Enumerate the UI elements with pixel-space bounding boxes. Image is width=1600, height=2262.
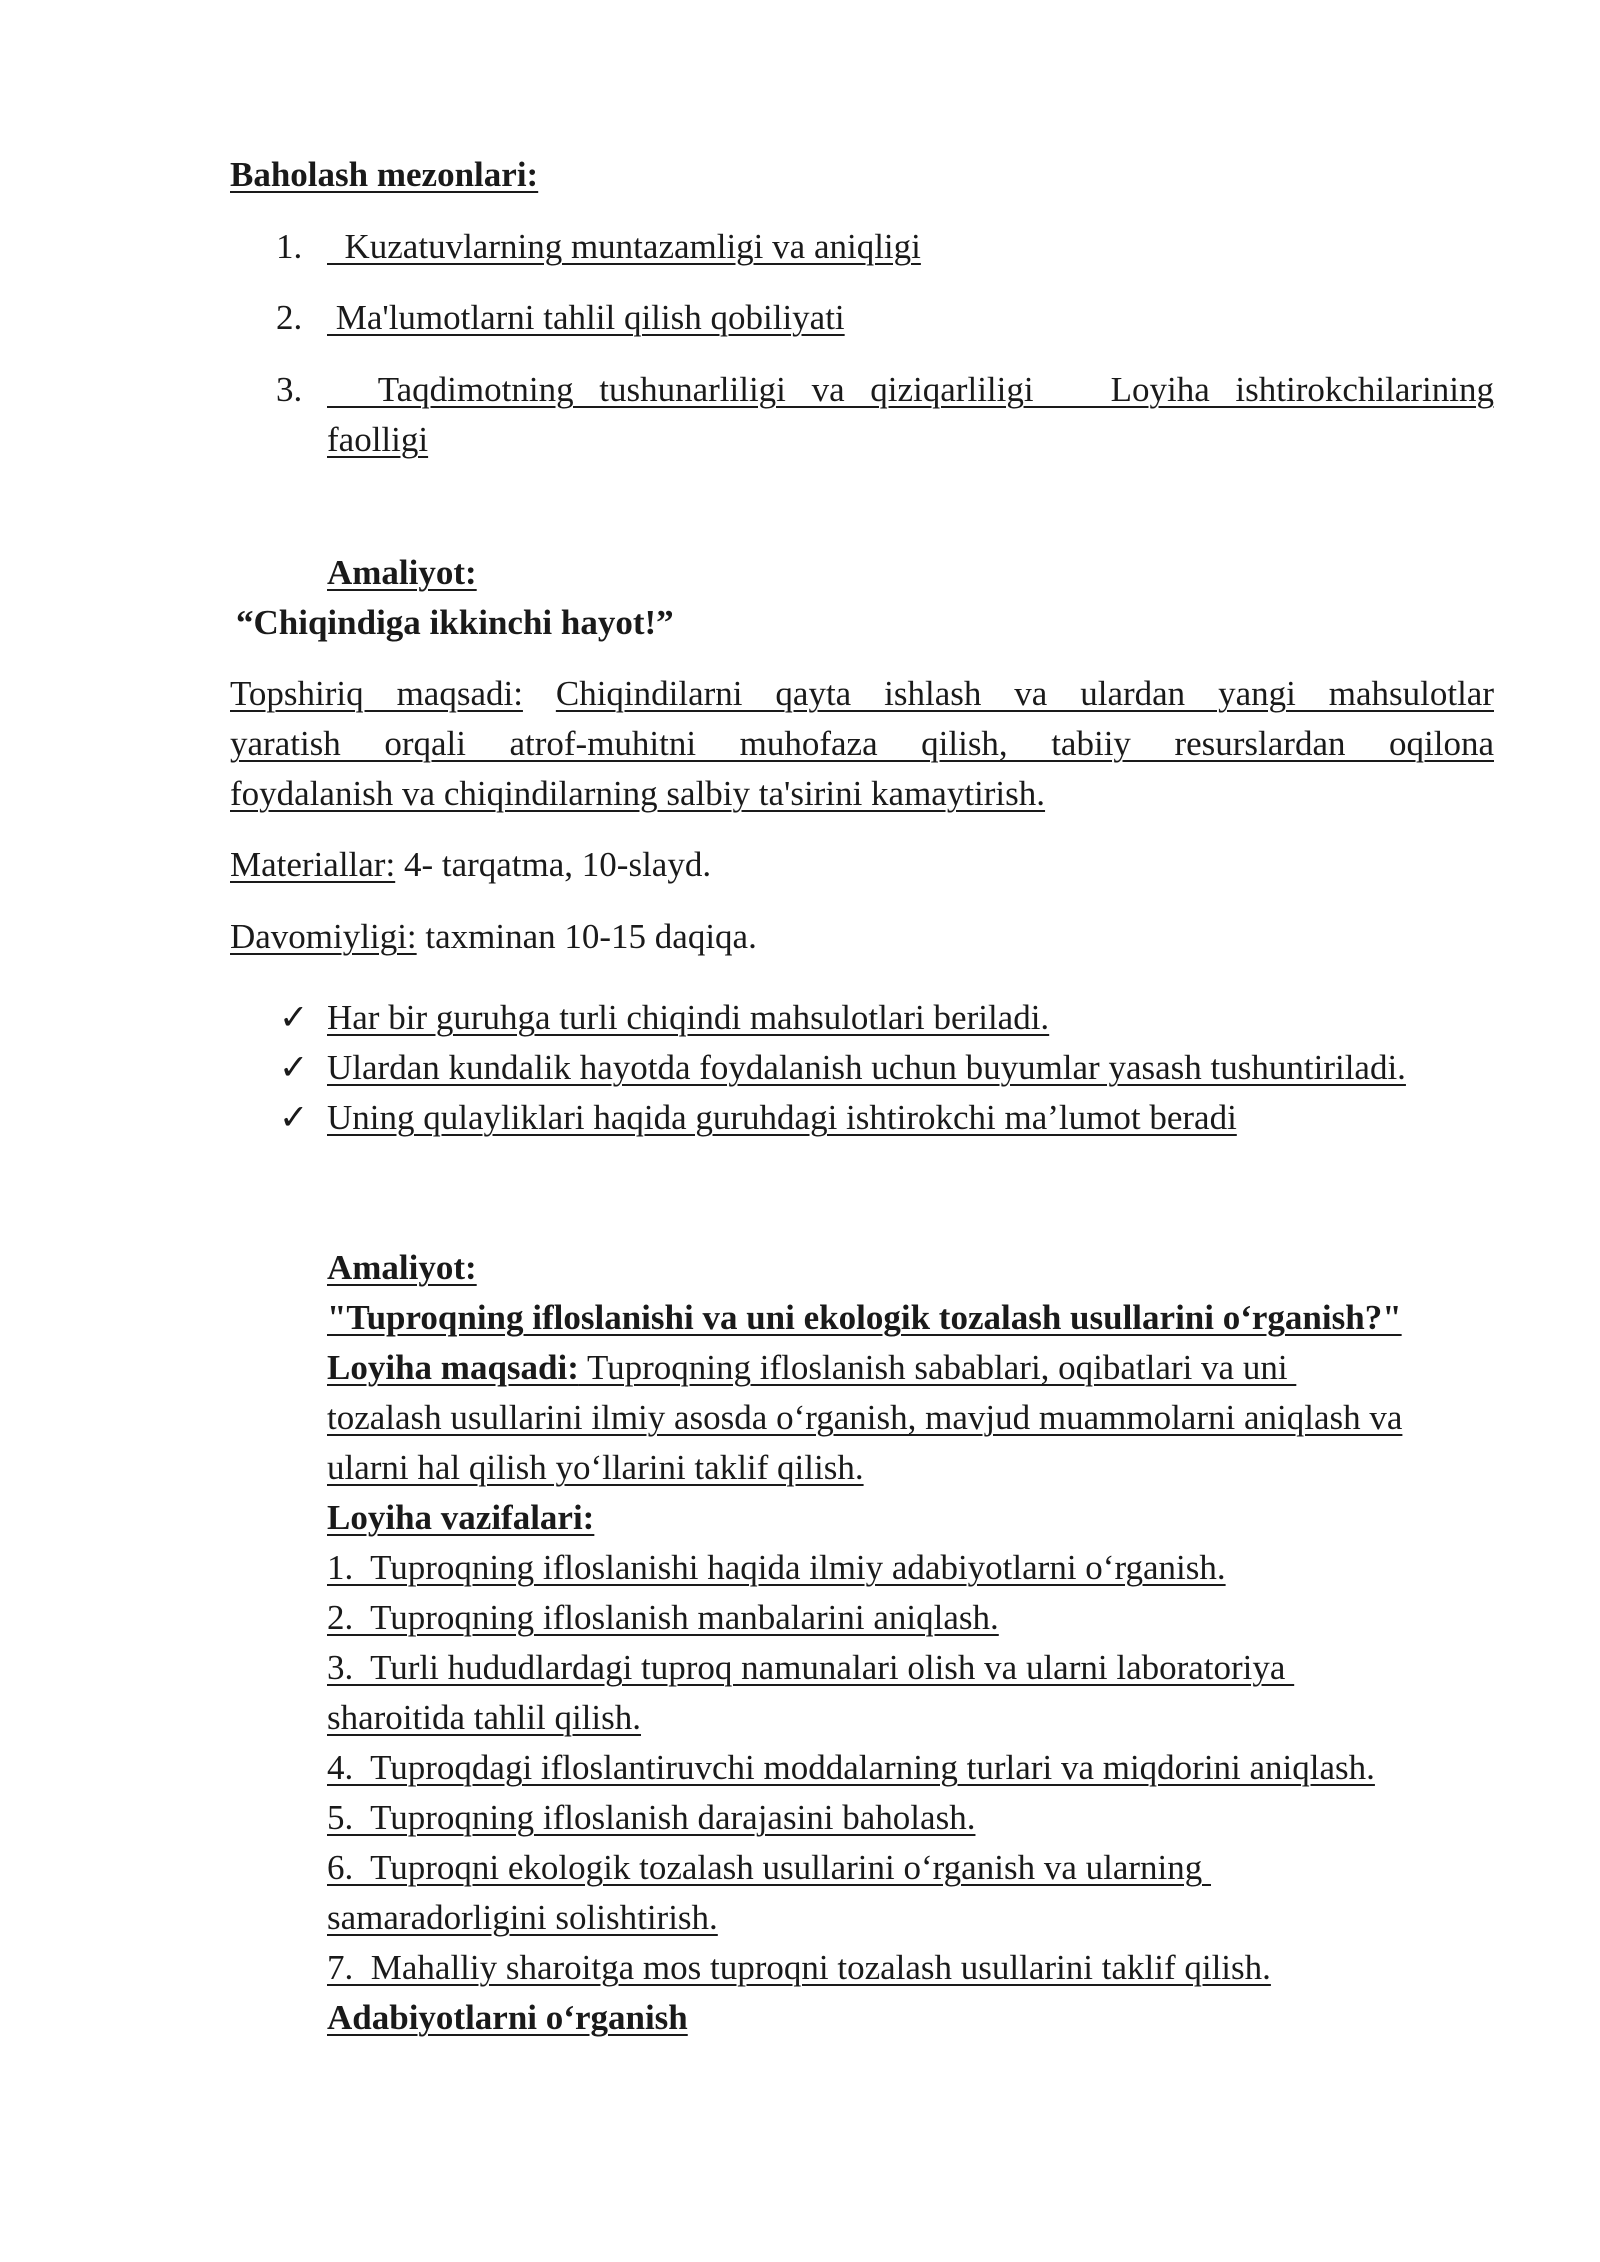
project-task-item: 6. Tuproqni ekologik tozalash usullarini o‘rganish va ularning bbox=[327, 1848, 1211, 1887]
criteria-heading: Baholash mezonlari: bbox=[230, 155, 539, 194]
materials-value: 4- tarqatma, 10-slayd. bbox=[395, 845, 712, 884]
criteria-item-text-continued: faolligi bbox=[327, 420, 429, 459]
check-icon: ✓ bbox=[279, 998, 309, 1037]
project-task-item: 1. Tuproqning ifloslanishi haqida ilmiy adabiyotlarni o‘rganish. bbox=[327, 1548, 1226, 1587]
materials-label: Materiallar: bbox=[230, 845, 396, 884]
project-task-item: 3. Turli hududlardagi tuproq namunalari olish va ularni laboratoriya bbox=[327, 1648, 1295, 1687]
duration-line bbox=[230, 912, 757, 962]
project-task-item: 5. Tuproqning ifloslanish darajasini baholash. bbox=[327, 1798, 976, 1837]
task-goal-line: yaratish orqali atrof-muhitni muhofaza qilish, tabiiy resurslardan oqilona bbox=[230, 724, 1494, 763]
project-task-item-continued: sharoitida tahlil qilish. bbox=[327, 1698, 641, 1737]
checklist-item: Uning qulayliklari haqida guruhdagi ishtirokchi ma’lumot beradi bbox=[327, 1098, 1237, 1137]
criteria-item-text: Taqdimotning tushunarliligi va qiziqarliligi Loyiha ishtirokchilarining bbox=[327, 370, 1494, 409]
practice-label: Amaliyot: bbox=[327, 1248, 477, 1287]
project-goal-label: Loyiha maqsadi: bbox=[327, 1348, 579, 1387]
practice-label: Amaliyot: bbox=[327, 553, 477, 592]
duration-value: taxminan 10-15 daqiqa. bbox=[416, 917, 757, 956]
criteria-item-number: 2. bbox=[276, 298, 303, 337]
project-task-item: 4. Tuproqdagi ifloslantiruvchi moddalarning turlari va miqdorini aniqlash. bbox=[327, 1748, 1375, 1787]
task-goal-line bbox=[230, 669, 1494, 719]
criteria-item-text: Ma'lumotlarni tahlil qilish qobiliyati bbox=[327, 298, 845, 337]
task-goal-line: foydalanish va chiqindilarning salbiy ta'sirini kamaytirish. bbox=[230, 774, 1046, 813]
project-goal-line: tozalash usullarini ilmiy asosda o‘rganish, mavjud muammolarni aniqlash va bbox=[327, 1398, 1403, 1437]
project-goal-line: ularni hal qilish yo‘llarini taklif qilish. bbox=[327, 1448, 864, 1487]
criteria-item-number: 3. bbox=[276, 370, 303, 409]
checklist-item: Har bir guruhga turli chiqindi mahsulotlari beriladi. bbox=[327, 998, 1050, 1037]
check-icon: ✓ bbox=[279, 1048, 309, 1087]
criteria-item-text: Kuzatuvlarning muntazamligi va aniqligi bbox=[327, 227, 921, 266]
criteria-item-number: 1. bbox=[276, 227, 303, 266]
task-goal-label: Topshiriq maqsadi: bbox=[230, 674, 523, 713]
project-task-item: 7. Mahalliy sharoitga mos tuproqni tozalash usullarini taklif qilish. bbox=[327, 1948, 1271, 1987]
project-goal-text: Tuproqning ifloslanish sabablari, oqibatlari va uni bbox=[578, 1348, 1297, 1387]
project-task-item: 2. Tuproqning ifloslanish manbalarini aniqlash. bbox=[327, 1598, 999, 1637]
duration-label: Davomiyligi: bbox=[230, 917, 417, 956]
check-icon: ✓ bbox=[279, 1098, 309, 1137]
literature-heading: Adabiyotlarni o‘rganish bbox=[327, 1998, 688, 2037]
project-goal-line bbox=[327, 1343, 1296, 1393]
project-task-item-continued: samaradorligini solishtirish. bbox=[327, 1898, 718, 1937]
practice-title: “Chiqindiga ikkinchi hayot!” bbox=[236, 603, 674, 642]
materials-line bbox=[230, 840, 711, 890]
project-title: "Tuproqning ifloslanishi va uni ekologik tozalash usullarini o‘rganish?" bbox=[327, 1298, 1402, 1337]
checklist-item: Ulardan kundalik hayotda foydalanish uchun buyumlar yasash tushuntiriladi. bbox=[327, 1048, 1406, 1087]
task-goal-text: Chiqindilarni qayta ishlash va ulardan yangi mahsulotlar bbox=[555, 674, 1494, 713]
project-tasks-heading: Loyiha vazifalari: bbox=[327, 1498, 595, 1537]
